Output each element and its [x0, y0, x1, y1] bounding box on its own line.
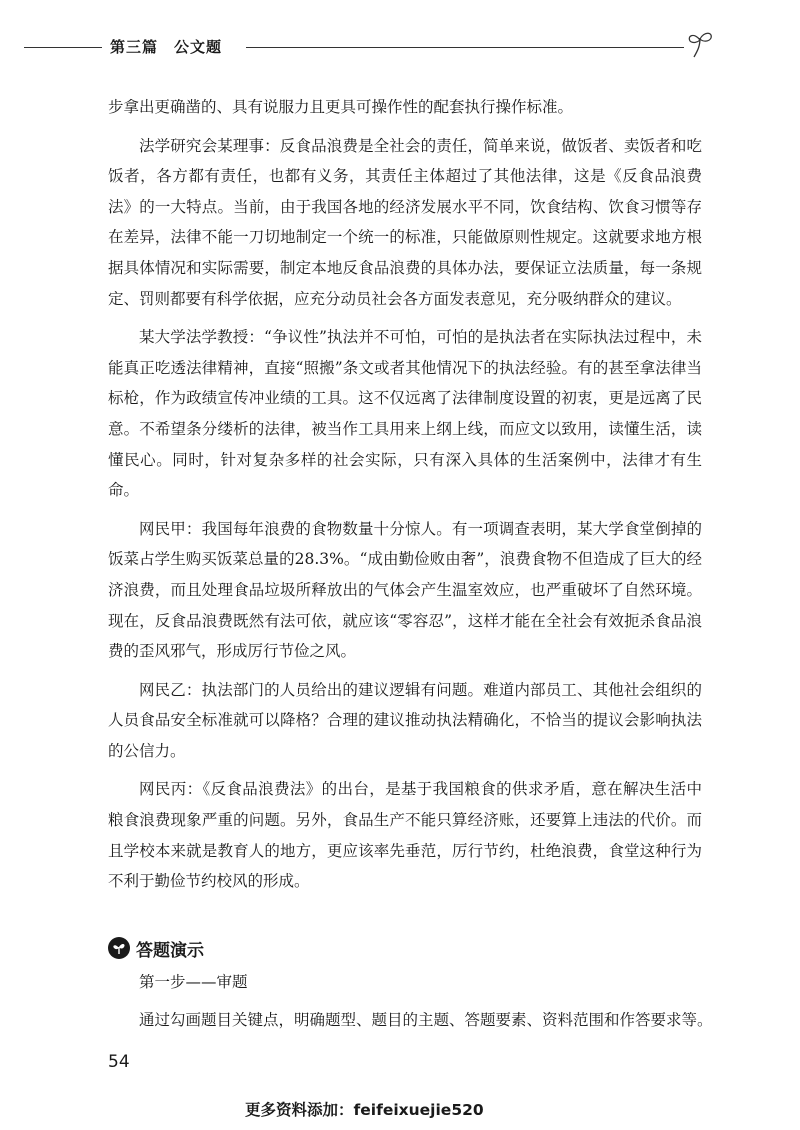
section-title: 第三篇 公文题	[110, 38, 223, 56]
sprout-badge-icon	[108, 937, 130, 959]
paragraph-netizen-b: 网民乙：执法部门的人员给出的建议逻辑有问题。难道内部员工、其他社会组织的人员食品安全标准就可以降格？合理的建议推动执法精确化，不恰当的提议会影响执法的公信力。	[108, 680, 702, 760]
page-number: 54	[108, 1052, 130, 1072]
step-description: 通过勾画题目关键点，明确题型、题目的主题、答题要素、资料范围和作答要求等。	[139, 1011, 713, 1029]
header-rule-right	[246, 47, 684, 48]
page-header	[24, 30, 720, 60]
footer-note: 更多资料添加：feifeixuejie520	[245, 1101, 484, 1119]
paragraph-law-society-director: 法学研究会某理事：反食品浪费是全社会的责任，简单来说，做饭者、卖饭者和吃饭者，各方都有责任，也都有义务，其责任主体超过了其他法律，这是《反食品浪费法》的一大特点。当前，由于我国各地的经济发展水平不同，饮食结构、饮食习惯等存在差异，法律不能一刀切地制定一个统一的标准，只能做原则性规定。这就要求地方根据具体情况和实际需要，制定本地反食品浪费的具体办法，要保证立法质量，每一条规定、罚则都要有科学依据，应充分动员社会各方面发表意见，充分吸纳群众的建议。	[108, 136, 702, 308]
answer-demo-heading	[108, 933, 204, 963]
header-rule-left	[24, 47, 102, 48]
answer-demo-title: 答题演示	[136, 940, 204, 961]
sprout-icon	[684, 30, 718, 60]
paragraph-netizen-c: 网民丙：《反食品浪费法》的出台，是基于我国粮食的供求矛盾，意在解决生活中粮食浪费现象严重的问题。另外，食品生产不能只算经济账，还要算上违法的代价。而且学校本来就是教育人的地方，更应该率先垂范，厉行节约，杜绝浪费，食堂这种行为不利于勤俭节约校风的形成。	[108, 780, 702, 891]
paragraph-law-professor: 某大学法学教授：“争议性”执法并不可怕，可怕的是执法者在实际执法过程中，未能真正吃透法律精神，直接“照搬”条文或者其他情况下的执法经验。有的甚至拿法律当标枪，作为政绩宣传冲业绩的工具。这不仅远离了法律制度设置的初衷，更是远离了民意。不希望条分缕析的法律，被当作工具用来上纲上线，而应文以致用，读懂生活，读懂民心。同时，针对复杂多样的社会实际，只有深入具体的生活案例中，法律才有生命。	[108, 328, 702, 500]
step-title: 第一步——审题	[139, 973, 248, 991]
paragraph-continuation: 步拿出更确凿的、具有说服力且更具可操作性的配套执行操作标准。	[108, 98, 574, 116]
paragraph-netizen-a: 网民甲：我国每年浪费的食物数量十分惊人。有一项调查表明，某大学食堂倒掉的饭菜占学生购买饭菜总量的28.3%。“成由勤俭败由奢”，浪费食物不但造成了巨大的经济浪费，而且处理食品垃圾所释放出的气体会产生温室效应，也严重破坏了自然环境。现在，反食品浪费既然有法可依，就应该“零容忍”，这样才能在全社会有效扼杀食品浪费的歪风邪气，形成厉行节俭之风。	[108, 519, 702, 661]
body-text	[108, 92, 702, 905]
